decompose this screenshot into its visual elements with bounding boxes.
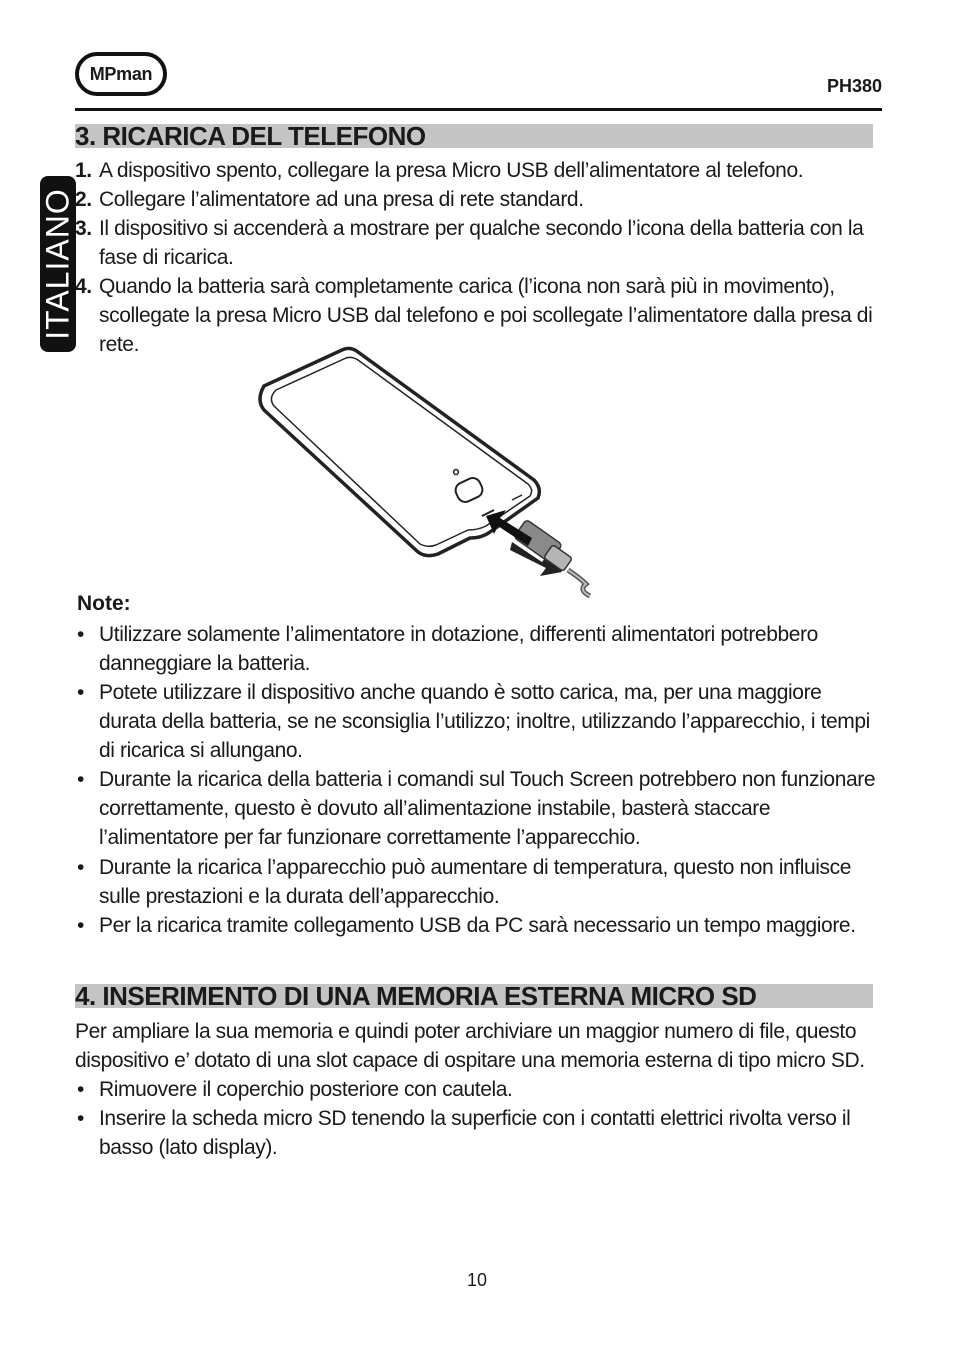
note-item: [75, 765, 881, 852]
note-item: [75, 678, 881, 765]
step-text: Il dispositivo si accenderà a mostrare per qualche secondo l’icona della batteria con la fase di ricarica.: [99, 217, 864, 269]
mpman-logo: MPman: [75, 52, 167, 96]
note-text: Per la ricarica tramite collegamento USB da PC sarà necessario un tempo maggiore.: [99, 914, 856, 937]
usb-cable-drawing: [510, 519, 590, 596]
step-text: Quando la batteria sarà completamente carica (l’icona non sarà più in movimento), scollegate la presa Micro USB dal telefono e poi scollegate l’alimentatore dalla presa di rete.: [99, 275, 873, 356]
bullet-icon: •: [77, 1107, 84, 1130]
instruction-text: Inserire la scheda micro SD tenendo la superficie con i contatti elettrici rivolta verso il basso (lato display).: [99, 1107, 851, 1159]
instruction-text: Rimuovere il coperchio posteriore con cautela.: [99, 1078, 513, 1101]
step-item: [75, 156, 881, 185]
step-number: 3.: [75, 217, 92, 240]
header-divider: [75, 108, 882, 111]
model-number: PH380: [826, 76, 882, 96]
step-item: [75, 214, 875, 272]
page-number: 10: [466, 1270, 488, 1290]
note-text: Utilizzare solamente l’alimentatore in dotazione, differenti alimentatori potrebbero danneggiare la batteria.: [99, 623, 818, 675]
bullet-icon: •: [77, 681, 84, 704]
step-number: 1.: [75, 159, 92, 182]
step-number: 4.: [75, 275, 92, 298]
section-3-title: 3. RICARICA DEL TELEFONO: [75, 124, 873, 148]
note-item: [75, 911, 881, 940]
step-number: 2.: [75, 188, 92, 211]
bullet-icon: •: [77, 1078, 84, 1101]
instruction-item: [75, 1075, 881, 1104]
note-label: Note:: [77, 592, 131, 615]
step-item: [75, 185, 881, 214]
instruction-item: [75, 1104, 865, 1162]
step-text: Collegare l’alimentatore ad una presa di rete standard.: [99, 188, 584, 211]
step-text: A dispositivo spento, collegare la presa Micro USB dell’alimentatore al telefono.: [99, 159, 804, 182]
note-text: Durante la ricarica della batteria i comandi sul Touch Screen potrebbero non funzionare correttamente, questo è dovuto all’alimentazione instabile, basterà staccare l’alimentatore per far funzionare correttamente l’apparecchio.: [99, 768, 876, 849]
note-item: [75, 853, 881, 911]
bullet-icon: •: [77, 914, 84, 937]
bullet-icon: •: [77, 856, 84, 879]
note-text: Durante la ricarica l’apparecchio può aumentare di temperatura, questo non influisce sulle prestazioni e la durata dell’apparecchio.: [99, 856, 852, 908]
language-side-tab: [40, 176, 76, 352]
bullet-icon: •: [77, 768, 84, 791]
bullet-icon: •: [77, 623, 84, 646]
language-label: ITALIANO: [39, 188, 76, 340]
section-4-intro: Per ampliare la sua memoria e quindi poter archiviare un maggior numero di file, questo dispositivo e’ dotato di una slot capace di ospitare una memoria esterna di tipo micro SD.: [75, 1020, 865, 1072]
section-4-title: 4. INSERIMENTO DI UNA MEMORIA ESTERNA MICRO SD: [75, 984, 873, 1008]
phone-charging-illustration: [250, 340, 610, 602]
note-text: Potete utilizzare il dispositivo anche quando è sotto carica, ma, per una maggiore durata della batteria, se ne sconsiglia l’utilizzo; inoltre, utilizzando l’apparecchio, i tempi di ricarica si allungano.: [99, 681, 870, 762]
note-item: [75, 620, 881, 678]
